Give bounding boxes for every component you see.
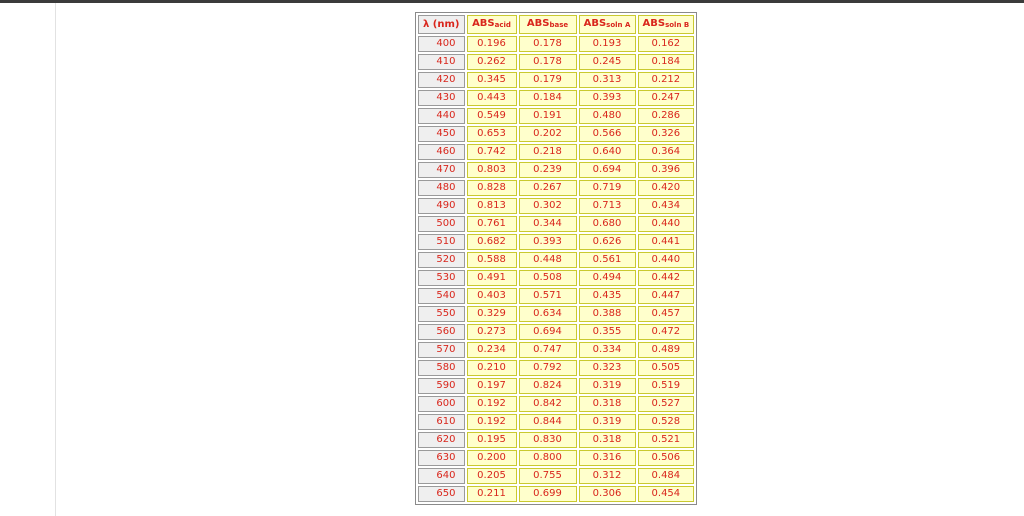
cell-abs-base: 0.634 <box>519 306 577 322</box>
cell-wavelength: 490 <box>418 198 465 214</box>
cell-abs-base: 0.694 <box>519 324 577 340</box>
cell-abs-soln-b: 0.364 <box>638 144 695 160</box>
cell-abs-soln-b: 0.442 <box>638 270 695 286</box>
cell-abs-acid: 0.813 <box>467 198 517 214</box>
table-row <box>418 432 694 448</box>
cell-abs-base: 0.824 <box>519 378 577 394</box>
cell-abs-base: 0.191 <box>519 108 577 124</box>
cell-wavelength: 470 <box>418 162 465 178</box>
cell-abs-base: 0.571 <box>519 288 577 304</box>
cell-wavelength: 650 <box>418 486 465 502</box>
table-row <box>418 396 694 412</box>
cell-abs-soln-b: 0.505 <box>638 360 695 376</box>
table-row <box>418 198 694 214</box>
header-abs-soln-b-main: ABS <box>642 18 666 29</box>
cell-abs-base: 0.218 <box>519 144 577 160</box>
cell-abs-soln-a: 0.480 <box>579 108 636 124</box>
cell-abs-soln-a: 0.319 <box>579 378 636 394</box>
cell-abs-base: 0.508 <box>519 270 577 286</box>
cell-abs-soln-a: 0.388 <box>579 306 636 322</box>
cell-abs-soln-a: 0.680 <box>579 216 636 232</box>
cell-abs-soln-b: 0.440 <box>638 252 695 268</box>
table-row <box>418 324 694 340</box>
absorbance-table <box>415 12 697 505</box>
cell-abs-acid: 0.742 <box>467 144 517 160</box>
cell-wavelength: 580 <box>418 360 465 376</box>
table-row <box>418 144 694 160</box>
cell-abs-base: 0.178 <box>519 54 577 70</box>
cell-wavelength: 620 <box>418 432 465 448</box>
cell-wavelength: 450 <box>418 126 465 142</box>
cell-wavelength: 540 <box>418 288 465 304</box>
cell-abs-acid: 0.262 <box>467 54 517 70</box>
cell-abs-soln-b: 0.527 <box>638 396 695 412</box>
cell-wavelength: 560 <box>418 324 465 340</box>
cell-abs-acid: 0.761 <box>467 216 517 232</box>
cell-wavelength: 480 <box>418 180 465 196</box>
header-abs-base-main: ABS <box>526 18 550 29</box>
cell-abs-base: 0.267 <box>519 180 577 196</box>
cell-abs-soln-a: 0.626 <box>579 234 636 250</box>
cell-abs-soln-a: 0.193 <box>579 36 636 52</box>
cell-abs-acid: 0.549 <box>467 108 517 124</box>
cell-wavelength: 530 <box>418 270 465 286</box>
table-row <box>418 108 694 124</box>
cell-abs-soln-a: 0.316 <box>579 450 636 466</box>
table-row <box>418 288 694 304</box>
cell-abs-base: 0.184 <box>519 90 577 106</box>
cell-wavelength: 460 <box>418 144 465 160</box>
cell-wavelength: 640 <box>418 468 465 484</box>
cell-abs-soln-a: 0.561 <box>579 252 636 268</box>
table-row <box>418 234 694 250</box>
cell-abs-base: 0.302 <box>519 198 577 214</box>
cell-abs-acid: 0.345 <box>467 72 517 88</box>
cell-abs-base: 0.844 <box>519 414 577 430</box>
cell-abs-soln-b: 0.521 <box>638 432 695 448</box>
cell-abs-soln-b: 0.441 <box>638 234 695 250</box>
header-abs-acid <box>467 15 517 34</box>
cell-abs-soln-a: 0.318 <box>579 432 636 448</box>
cell-abs-soln-a: 0.566 <box>579 126 636 142</box>
cell-abs-soln-b: 0.434 <box>638 198 695 214</box>
cell-abs-base: 0.239 <box>519 162 577 178</box>
cell-abs-acid: 0.210 <box>467 360 517 376</box>
cell-abs-acid: 0.682 <box>467 234 517 250</box>
cell-abs-soln-b: 0.396 <box>638 162 695 178</box>
cell-abs-soln-a: 0.355 <box>579 324 636 340</box>
cell-wavelength: 440 <box>418 108 465 124</box>
table-row <box>418 468 694 484</box>
cell-abs-base: 0.202 <box>519 126 577 142</box>
cell-wavelength: 610 <box>418 414 465 430</box>
cell-abs-acid: 0.653 <box>467 126 517 142</box>
table-row <box>418 270 694 286</box>
cell-abs-soln-a: 0.334 <box>579 342 636 358</box>
cell-abs-base: 0.830 <box>519 432 577 448</box>
cell-abs-acid: 0.803 <box>467 162 517 178</box>
cell-abs-soln-a: 0.313 <box>579 72 636 88</box>
table-row <box>418 342 694 358</box>
header-abs-acid-sub: acid <box>494 21 511 29</box>
cell-wavelength: 400 <box>418 36 465 52</box>
cell-abs-soln-b: 0.440 <box>638 216 695 232</box>
cell-wavelength: 520 <box>418 252 465 268</box>
cell-abs-base: 0.792 <box>519 360 577 376</box>
cell-abs-soln-b: 0.506 <box>638 450 695 466</box>
table-row <box>418 360 694 376</box>
cell-abs-acid: 0.828 <box>467 180 517 196</box>
cell-wavelength: 550 <box>418 306 465 322</box>
cell-abs-acid: 0.273 <box>467 324 517 340</box>
table-row <box>418 72 694 88</box>
header-abs-base-sub: base <box>549 21 569 29</box>
cell-wavelength: 570 <box>418 342 465 358</box>
header-abs-soln-a-sub: soln A <box>606 21 631 29</box>
cell-abs-soln-a: 0.694 <box>579 162 636 178</box>
cell-abs-acid: 0.196 <box>467 36 517 52</box>
cell-abs-acid: 0.200 <box>467 450 517 466</box>
table-row <box>418 378 694 394</box>
cell-abs-soln-b: 0.447 <box>638 288 695 304</box>
cell-abs-soln-b: 0.454 <box>638 486 695 502</box>
header-abs-soln-a-main: ABS <box>583 18 607 29</box>
cell-abs-soln-a: 0.319 <box>579 414 636 430</box>
cell-abs-base: 0.179 <box>519 72 577 88</box>
cell-abs-soln-b: 0.519 <box>638 378 695 394</box>
header-abs-soln-a <box>579 15 636 34</box>
table-row <box>418 180 694 196</box>
cell-wavelength: 420 <box>418 72 465 88</box>
cell-abs-soln-a: 0.435 <box>579 288 636 304</box>
header-abs-base <box>519 15 577 34</box>
cell-abs-base: 0.344 <box>519 216 577 232</box>
left-divider <box>55 3 56 516</box>
cell-wavelength: 500 <box>418 216 465 232</box>
cell-wavelength: 430 <box>418 90 465 106</box>
cell-abs-acid: 0.443 <box>467 90 517 106</box>
cell-abs-soln-b: 0.286 <box>638 108 695 124</box>
cell-abs-soln-a: 0.323 <box>579 360 636 376</box>
table-body <box>418 36 694 502</box>
cell-abs-acid: 0.205 <box>467 468 517 484</box>
header-wavelength: λ (nm) <box>418 15 465 34</box>
cell-abs-acid: 0.197 <box>467 378 517 394</box>
cell-abs-soln-b: 0.162 <box>638 36 695 52</box>
cell-abs-soln-b: 0.247 <box>638 90 695 106</box>
table-row <box>418 252 694 268</box>
cell-wavelength: 510 <box>418 234 465 250</box>
table-row <box>418 126 694 142</box>
cell-abs-soln-a: 0.312 <box>579 468 636 484</box>
table-container <box>415 12 697 505</box>
cell-wavelength: 410 <box>418 54 465 70</box>
cell-abs-base: 0.178 <box>519 36 577 52</box>
cell-abs-soln-a: 0.393 <box>579 90 636 106</box>
cell-abs-soln-b: 0.489 <box>638 342 695 358</box>
cell-abs-acid: 0.329 <box>467 306 517 322</box>
cell-abs-base: 0.800 <box>519 450 577 466</box>
cell-abs-soln-a: 0.306 <box>579 486 636 502</box>
cell-abs-soln-b: 0.484 <box>638 468 695 484</box>
cell-abs-soln-b: 0.457 <box>638 306 695 322</box>
cell-abs-acid: 0.491 <box>467 270 517 286</box>
header-row <box>418 15 694 34</box>
header-abs-soln-b <box>638 15 695 34</box>
cell-abs-soln-a: 0.245 <box>579 54 636 70</box>
table-row <box>418 90 694 106</box>
cell-abs-base: 0.448 <box>519 252 577 268</box>
table-row <box>418 306 694 322</box>
cell-abs-base: 0.842 <box>519 396 577 412</box>
table-row <box>418 216 694 232</box>
table-row <box>418 36 694 52</box>
cell-abs-soln-b: 0.472 <box>638 324 695 340</box>
cell-abs-soln-b: 0.184 <box>638 54 695 70</box>
cell-abs-soln-a: 0.494 <box>579 270 636 286</box>
cell-abs-acid: 0.588 <box>467 252 517 268</box>
table-row <box>418 54 694 70</box>
header-abs-acid-main: ABS <box>472 18 495 29</box>
cell-abs-base: 0.755 <box>519 468 577 484</box>
cell-abs-acid: 0.192 <box>467 396 517 412</box>
top-bar <box>0 0 1024 3</box>
cell-abs-acid: 0.234 <box>467 342 517 358</box>
cell-abs-acid: 0.192 <box>467 414 517 430</box>
cell-abs-soln-b: 0.528 <box>638 414 695 430</box>
table-row <box>418 414 694 430</box>
cell-abs-soln-a: 0.640 <box>579 144 636 160</box>
table-row <box>418 162 694 178</box>
cell-wavelength: 630 <box>418 450 465 466</box>
header-abs-soln-b-sub: soln B <box>665 21 690 29</box>
cell-abs-acid: 0.403 <box>467 288 517 304</box>
table-row <box>418 450 694 466</box>
cell-wavelength: 590 <box>418 378 465 394</box>
cell-abs-acid: 0.195 <box>467 432 517 448</box>
cell-abs-base: 0.393 <box>519 234 577 250</box>
cell-abs-soln-b: 0.420 <box>638 180 695 196</box>
cell-abs-acid: 0.211 <box>467 486 517 502</box>
cell-abs-soln-b: 0.212 <box>638 72 695 88</box>
cell-abs-base: 0.699 <box>519 486 577 502</box>
table-row <box>418 486 694 502</box>
cell-wavelength: 600 <box>418 396 465 412</box>
cell-abs-soln-b: 0.326 <box>638 126 695 142</box>
cell-abs-soln-a: 0.719 <box>579 180 636 196</box>
cell-abs-base: 0.747 <box>519 342 577 358</box>
cell-abs-soln-a: 0.318 <box>579 396 636 412</box>
cell-abs-soln-a: 0.713 <box>579 198 636 214</box>
